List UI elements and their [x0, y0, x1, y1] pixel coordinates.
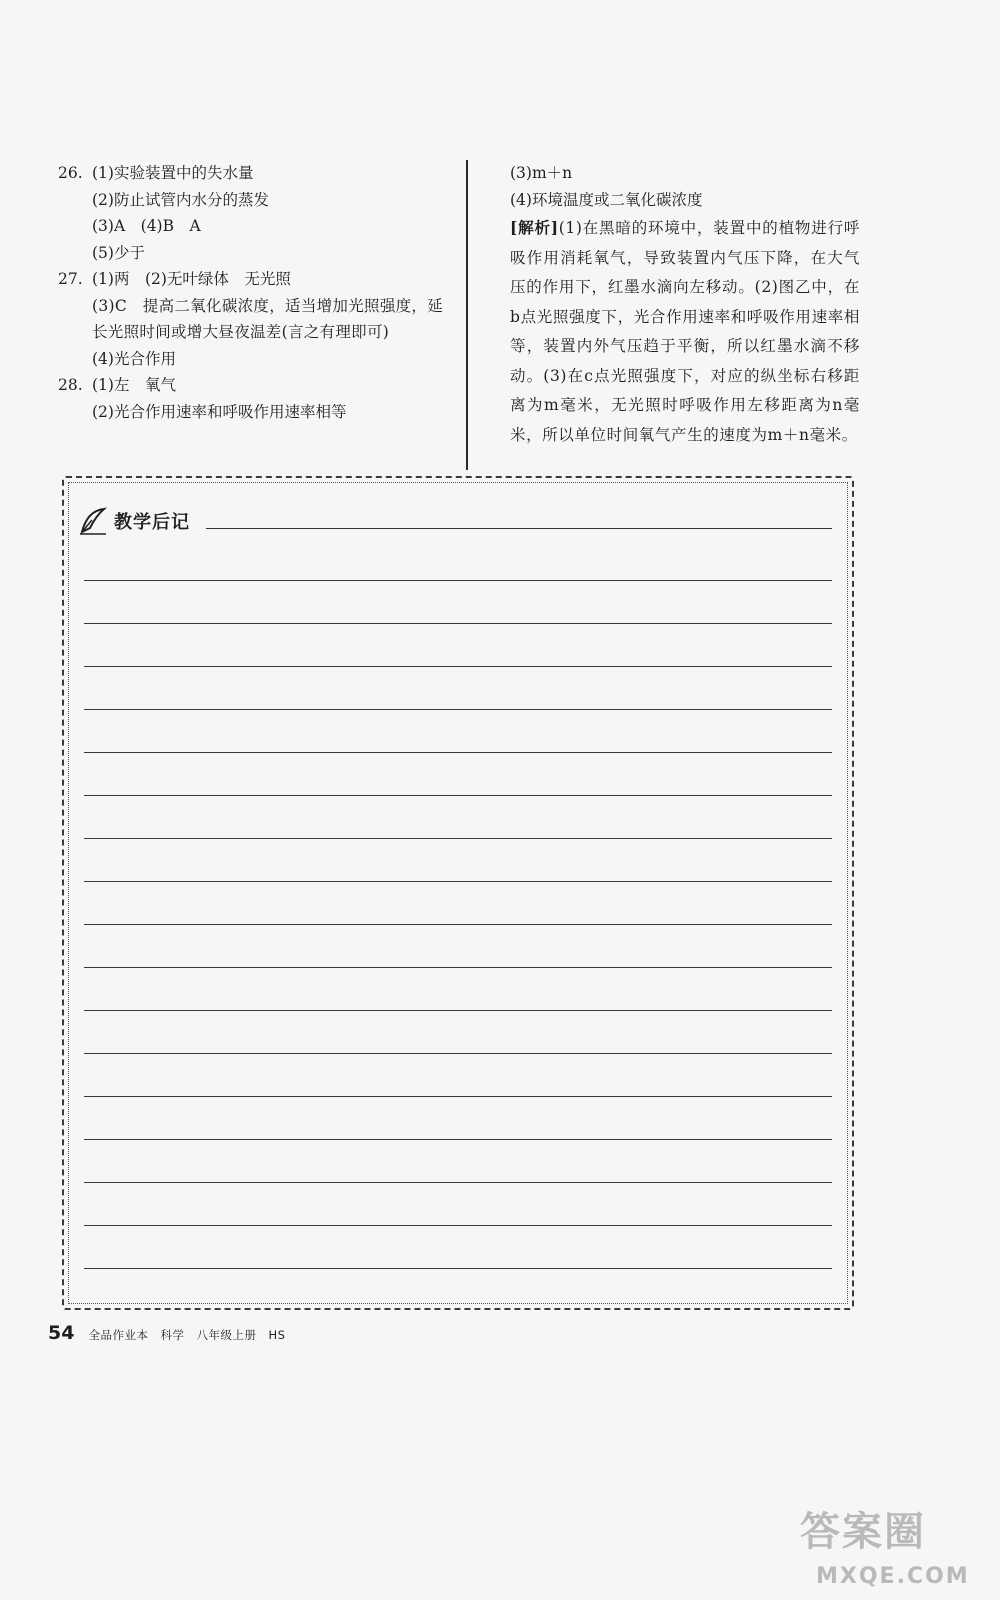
writing-line [84, 1182, 832, 1183]
watermark-logo: 答案圈 [800, 1509, 926, 1555]
writing-line [84, 666, 832, 667]
answer-line: (2)光合作用速率和呼吸作用速率相等 [92, 402, 347, 421]
writing-line [84, 1096, 832, 1097]
answer-line: (1)两 (2)无叶绿体 无光照 [92, 270, 291, 288]
answer-line: (3)A (4)B A [92, 217, 201, 235]
answer-line: (4)环境温度或二氧化碳浓度 [510, 190, 703, 209]
writing-line [84, 752, 832, 753]
writing-line [84, 623, 832, 624]
answer-line: (1)左 氧气 [92, 376, 176, 394]
title-rule [206, 528, 832, 529]
answer-line: (3)m＋n [510, 164, 573, 182]
page-footer [48, 1322, 285, 1344]
writing-line [84, 967, 832, 968]
writing-line [84, 1139, 832, 1140]
writing-line [84, 881, 832, 882]
answer-line: (1)实验装置中的失水量 [92, 164, 254, 182]
question-number: 26. [58, 164, 83, 182]
analysis-tag: [解析] [510, 218, 559, 237]
question-28 [58, 372, 458, 425]
page-number: 54 [48, 1322, 75, 1344]
writing-line [84, 580, 832, 581]
question-26 [58, 160, 458, 266]
writing-line [84, 1225, 832, 1226]
writing-line [84, 1268, 832, 1269]
question-27 [58, 266, 458, 372]
book-info: 全品作业本 科学 八年级上册 HS [88, 1328, 286, 1342]
analysis-paragraph [510, 213, 860, 450]
notes-title: 教学后记 [114, 512, 190, 533]
notes-header [78, 506, 190, 536]
answer-section [0, 160, 1000, 480]
analysis-text: (1)在黑暗的环境中，装置中的植物进行呼吸作用消耗氧气，导致装置内气压下降，在大气压的作用下，红墨水滴向左移动。(2)图乙中，在b点光照强度下，光合作用速率和呼吸作用速率相等，装置内外气压趋于平衡，所以红墨水滴不移动。(3)在c点光照强度下，对应的纵坐标右移距离为m毫米，无光照时呼吸作用左移距离为n毫米，所以单位时间氧气产生的速度为m＋n毫米。 [510, 219, 860, 444]
watermark-url: MXQE.COM [816, 1564, 970, 1589]
teaching-notes-box [62, 476, 854, 1310]
pen-icon [78, 506, 108, 536]
answer-line: (4)光合作用 [92, 349, 176, 368]
answer-line: (5)少于 [92, 243, 145, 262]
writing-line [84, 795, 832, 796]
right-answer-column [510, 160, 860, 450]
question-number: 27. [58, 270, 83, 288]
writing-line [84, 924, 832, 925]
question-number: 28. [58, 376, 83, 394]
writing-line [84, 1010, 832, 1011]
left-answer-column [58, 160, 458, 425]
answer-line: (3)C 提高二氧化碳浓度，适当增加光照强度，延长光照时间或增大昼夜温差(言之有理即可) [92, 296, 444, 341]
column-divider [466, 160, 468, 470]
writing-line [84, 1053, 832, 1054]
answer-line: (2)防止试管内水分的蒸发 [92, 190, 269, 209]
writing-line [84, 709, 832, 710]
writing-line [84, 838, 832, 839]
